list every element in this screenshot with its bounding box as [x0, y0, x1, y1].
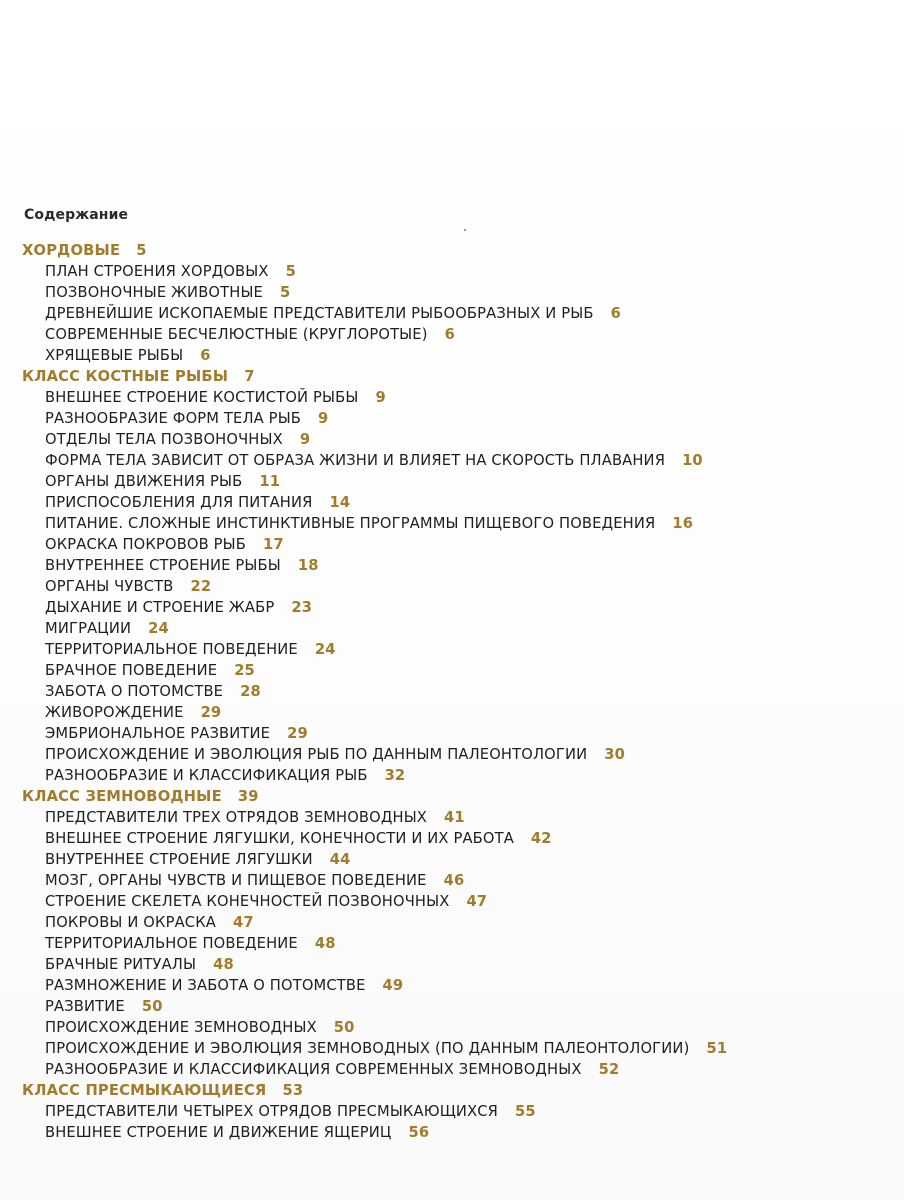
toc-section-page-number: 5 — [136, 242, 147, 259]
toc-entry-title: ВНЕШНЕЕ СТРОЕНИЕ И ДВИЖЕНИЕ ЯЩЕРИЦ — [45, 1124, 392, 1141]
toc-entry-title: СОВРЕМЕННЫЕ БЕСЧЕЛЮСТНЫЕ (КРУГЛОРОТЫЕ) — [45, 326, 428, 343]
toc-section-page-number: 39 — [237, 788, 259, 805]
toc-entry[interactable] — [0, 450, 904, 471]
toc-entry-title: СТРОЕНИЕ СКЕЛЕТА КОНЕЧНОСТЕЙ ПОЗВОНОЧНЫХ — [45, 893, 450, 910]
toc-entry-page-number: 18 — [297, 557, 319, 574]
toc-entry[interactable] — [0, 1017, 904, 1038]
toc-entry-title: ВНЕШНЕЕ СТРОЕНИЕ КОСТИСТОЙ РЫБЫ — [45, 389, 359, 406]
toc-entry[interactable] — [0, 975, 904, 996]
toc-entry-page-number: 42 — [530, 830, 552, 847]
toc-entry-page-number: 6 — [444, 326, 455, 343]
toc-entry[interactable] — [0, 807, 904, 828]
toc-entry[interactable] — [0, 996, 904, 1017]
toc-entry-page-number: 17 — [263, 536, 284, 553]
toc-entry-page-number: 10 — [682, 452, 703, 469]
toc-entry-page-number: 14 — [329, 494, 351, 511]
print-speck — [464, 229, 466, 231]
toc-entry-title: ОКРАСКА ПОКРОВОВ РЫБ — [45, 536, 247, 553]
toc-entry-page-number: 24 — [314, 641, 336, 658]
toc-entry[interactable] — [0, 765, 904, 786]
toc-entry-page-number: 9 — [318, 410, 329, 427]
toc-entry-page-number: 41 — [444, 809, 465, 826]
toc-entry-title: ОРГАНЫ ДВИЖЕНИЯ РЫБ — [45, 473, 243, 490]
toc-entry-page-number: 44 — [329, 851, 351, 868]
toc-entry-page-number: 11 — [259, 473, 281, 490]
toc-entry[interactable] — [0, 429, 904, 450]
toc-entry-title: РАЗНООБРАЗИЕ И КЛАССИФИКАЦИЯ СОВРЕМЕННЫХ ЗЕМНОВОДНЫХ — [45, 1061, 582, 1078]
toc-entry-page-number: 23 — [291, 599, 313, 616]
toc-entry-title: ПРОИСХОЖДЕНИЕ И ЭВОЛЮЦИЯ РЫБ ПО ДАННЫМ ПАЛЕОНТОЛОГИИ — [45, 746, 588, 763]
toc-section[interactable] — [0, 1080, 904, 1101]
toc-entry-page-number: 5 — [279, 284, 291, 301]
toc-entry-title: ВНУТРЕННЕЕ СТРОЕНИЕ РЫБЫ — [45, 557, 281, 574]
toc-entry-page-number: 49 — [382, 977, 404, 994]
toc-entry-title: ПОЗВОНОЧНЫЕ ЖИВОТНЫЕ — [45, 284, 263, 301]
toc-entry[interactable] — [0, 681, 904, 702]
toc-entry[interactable] — [0, 534, 904, 555]
toc-entry-title: БРАЧНОЕ ПОВЕДЕНИЕ — [45, 662, 218, 679]
toc-entry-title: ПЛАН СТРОЕНИЯ ХОРДОВЫХ — [45, 263, 269, 280]
toc-entry-title: ДРЕВНЕЙШИЕ ИСКОПАЕМЫЕ ПРЕДСТАВИТЕЛИ РЫБООБРАЗНЫХ И РЫБ — [45, 305, 594, 322]
toc-entry[interactable] — [0, 324, 904, 345]
toc-entry-page-number: 6 — [610, 305, 621, 322]
toc-entry-page-number: 9 — [299, 431, 311, 448]
toc-entry-title: ПРЕДСТАВИТЕЛИ ЧЕТЫРЕХ ОТРЯДОВ ПРЕСМЫКАЮЩИХСЯ — [45, 1103, 499, 1120]
toc-entry[interactable] — [0, 471, 904, 492]
toc-entry-page-number: 29 — [200, 704, 222, 721]
toc-entry-title: ВНУТРЕННЕЕ СТРОЕНИЕ ЛЯГУШКИ — [45, 851, 313, 868]
toc-entry-title: ПОКРОВЫ И ОКРАСКА — [45, 914, 216, 931]
table-of-contents — [0, 240, 904, 1143]
toc-entry-page-number: 16 — [672, 515, 694, 532]
toc-entry-title: ОТДЕЛЫ ТЕЛА ПОЗВОНОЧНЫХ — [45, 431, 283, 448]
toc-section-title: КЛАСС ЗЕМНОВОДНЫЕ — [22, 788, 222, 805]
toc-entry[interactable] — [0, 702, 904, 723]
toc-entry-title: РАЗНООБРАЗИЕ И КЛАССИФИКАЦИЯ РЫБ — [45, 767, 368, 784]
toc-entry[interactable] — [0, 954, 904, 975]
toc-entry[interactable] — [0, 639, 904, 660]
toc-entry-title: ПРОИСХОЖДЕНИЕ ЗЕМНОВОДНЫХ — [45, 1019, 317, 1036]
toc-entry-title: РАЗМНОЖЕНИЕ И ЗАБОТА О ПОТОМСТВЕ — [45, 977, 366, 994]
toc-entry-page-number: 46 — [443, 872, 465, 889]
toc-section-title: КЛАСС КОСТНЫЕ РЫБЫ — [22, 368, 229, 385]
toc-entry[interactable] — [0, 828, 904, 849]
toc-entry-title: ТЕРРИТОРИАЛЬНОЕ ПОВЕДЕНИЕ — [45, 641, 298, 658]
toc-entry-title: ЭМБРИОНАЛЬНОЕ РАЗВИТИЕ — [45, 725, 271, 742]
toc-entry-title: ВНЕШНЕЕ СТРОЕНИЕ ЛЯГУШКИ, КОНЕЧНОСТИ И ИХ РАБОТА — [45, 830, 514, 847]
toc-entry-title: ФОРМА ТЕЛА ЗАВИСИТ ОТ ОБРАЗА ЖИЗНИ И ВЛИЯЕТ НА СКОРОСТЬ ПЛАВАНИЯ — [45, 452, 666, 469]
toc-entry-page-number: 24 — [148, 620, 169, 637]
toc-entry[interactable] — [0, 1038, 904, 1059]
toc-section[interactable] — [0, 240, 904, 261]
toc-entry-page-number: 47 — [232, 914, 254, 931]
toc-entry-page-number: 29 — [287, 725, 308, 742]
toc-entry[interactable] — [0, 555, 904, 576]
toc-entry[interactable] — [0, 576, 904, 597]
toc-entry-page-number: 52 — [598, 1061, 620, 1078]
toc-entry-page-number: 32 — [384, 767, 406, 784]
toc-entry-page-number: 51 — [706, 1040, 728, 1057]
toc-entry-title: МОЗГ, ОРГАНЫ ЧУВСТВ И ПИЩЕВОЕ ПОВЕДЕНИЕ — [45, 872, 427, 889]
toc-entry-title: ОРГАНЫ ЧУВСТВ — [45, 578, 174, 595]
toc-entry-page-number: 47 — [466, 893, 488, 910]
toc-entry[interactable] — [0, 1059, 904, 1080]
toc-entry[interactable] — [0, 912, 904, 933]
toc-entry[interactable] — [0, 933, 904, 954]
toc-entry-title: ПИТАНИЕ. СЛОЖНЫЕ ИНСТИНКТИВНЫЕ ПРОГРАММЫ ПИЩЕВОГО ПОВЕДЕНИЯ — [45, 515, 656, 532]
toc-entry[interactable] — [0, 387, 904, 408]
toc-entry-page-number: 48 — [213, 956, 234, 973]
toc-entry[interactable] — [0, 1101, 904, 1122]
toc-entry[interactable] — [0, 597, 904, 618]
toc-entry-title: ХРЯЩЕВЫЕ РЫБЫ — [45, 347, 184, 364]
toc-entry-title: БРАЧНЫЕ РИТУАЛЫ — [45, 956, 197, 973]
toc-entry-title: ПРИСПОСОБЛЕНИЯ ДЛЯ ПИТАНИЯ — [45, 494, 313, 511]
toc-entry[interactable] — [0, 1122, 904, 1143]
toc-entry-page-number: 55 — [515, 1103, 536, 1120]
toc-entry[interactable] — [0, 303, 904, 324]
toc-entry-page-number: 50 — [141, 998, 163, 1015]
toc-entry[interactable] — [0, 870, 904, 891]
toc-section-title: КЛАСС ПРЕСМЫКАЮЩИЕСЯ — [22, 1082, 267, 1099]
toc-entry-page-number: 28 — [240, 683, 261, 700]
toc-entry-title: ПРОИСХОЖДЕНИЕ И ЭВОЛЮЦИЯ ЗЕМНОВОДНЫХ (ПО ДАННЫМ ПАЛЕОНТОЛОГИИ) — [45, 1040, 690, 1057]
toc-entry[interactable] — [0, 849, 904, 870]
toc-section-title: ХОРДОВЫЕ — [22, 242, 121, 259]
toc-entry-page-number: 30 — [604, 746, 625, 763]
toc-entry-page-number: 22 — [190, 578, 212, 595]
toc-entry[interactable] — [0, 282, 904, 303]
toc-entry-page-number: 5 — [285, 263, 296, 280]
toc-entry-page-number: 25 — [234, 662, 255, 679]
toc-entry-page-number: 50 — [333, 1019, 355, 1036]
toc-entry-title: ПРЕДСТАВИТЕЛИ ТРЕХ ОТРЯДОВ ЗЕМНОВОДНЫХ — [45, 809, 428, 826]
toc-entry[interactable] — [0, 744, 904, 765]
toc-entry[interactable] — [0, 513, 904, 534]
toc-entry[interactable] — [0, 891, 904, 912]
toc-entry[interactable] — [0, 261, 904, 282]
toc-section-page-number: 53 — [282, 1082, 304, 1099]
toc-entry-title: ДЫХАНИЕ И СТРОЕНИЕ ЖАБР — [45, 599, 275, 616]
toc-entry-title: МИГРАЦИИ — [45, 620, 132, 637]
toc-entry-title: РАЗНООБРАЗИЕ ФОРМ ТЕЛА РЫБ — [45, 410, 302, 427]
toc-entry[interactable] — [0, 618, 904, 639]
toc-entry[interactable] — [0, 660, 904, 681]
toc-section-page-number: 7 — [244, 368, 255, 385]
toc-entry-page-number: 6 — [200, 347, 211, 364]
toc-entry[interactable] — [0, 492, 904, 513]
toc-entry-title: ЗАБОТА О ПОТОМСТВЕ — [45, 683, 224, 700]
toc-entry[interactable] — [0, 408, 904, 429]
toc-section[interactable] — [0, 786, 904, 807]
toc-entry-page-number: 48 — [314, 935, 336, 952]
toc-entry-page-number: 9 — [375, 389, 386, 406]
toc-entry-page-number: 56 — [408, 1124, 430, 1141]
toc-entry-title: ЖИВОРОЖДЕНИЕ — [45, 704, 184, 721]
toc-section[interactable] — [0, 366, 904, 387]
toc-entry[interactable] — [0, 345, 904, 366]
toc-heading: Содержание — [24, 207, 129, 223]
toc-entry[interactable] — [0, 723, 904, 744]
toc-entry-title: ТЕРРИТОРИАЛЬНОЕ ПОВЕДЕНИЕ — [45, 935, 298, 952]
toc-entry-title: РАЗВИТИЕ — [45, 998, 125, 1015]
